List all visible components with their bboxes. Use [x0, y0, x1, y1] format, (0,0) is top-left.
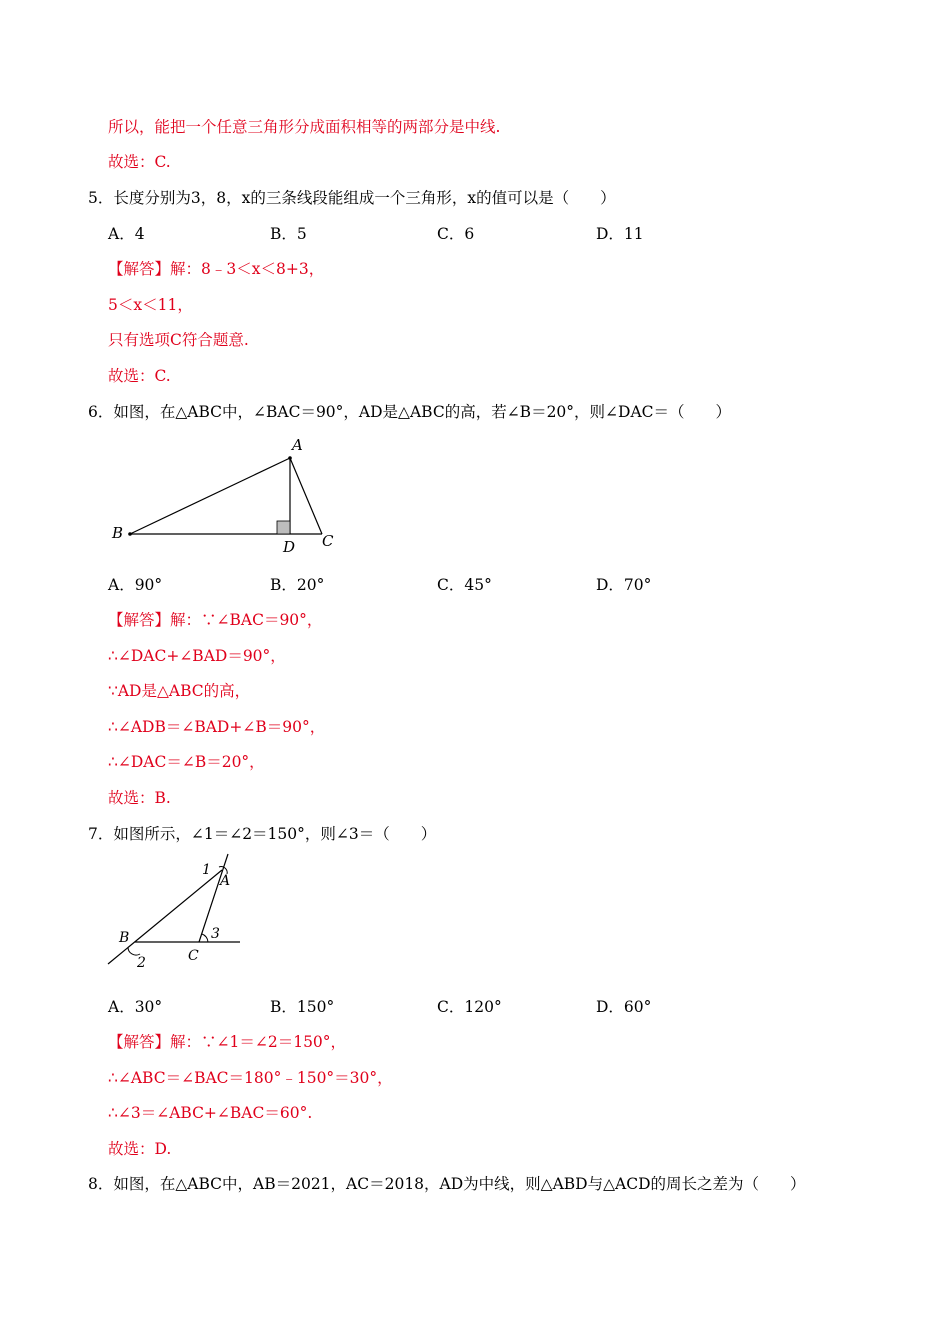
q7-solution-tag: 【解答】 [108, 1033, 171, 1051]
q6-solution-line-4: ∴∠ADB＝∠BAD+∠B＝90°， [108, 718, 326, 736]
q7-label-c: C [188, 948, 199, 964]
q6-label-c: C [322, 532, 334, 550]
q6-option-b: B．20° [270, 576, 325, 594]
q6-option-d: D．70° [596, 576, 652, 594]
prev-solution-answer: 故选：C. [108, 153, 171, 171]
question-6-stem: 6．如图，在△ABC中，∠BAC＝90°，AD是△ABC的高，若∠B＝20°，则∠DAC＝（ ） [88, 403, 732, 421]
q6-label-b: B [112, 524, 124, 542]
q6-solution-line-5: ∴∠DAC＝∠B＝20°， [108, 753, 265, 771]
q7-label-3: 3 [211, 926, 220, 942]
q6-label-d: D [283, 538, 296, 556]
q7-option-d: D．60° [596, 998, 652, 1016]
q6-solution-line-1: 【解答】解：∵∠BAC＝90°， [108, 611, 323, 629]
q7-option-b: B．150° [270, 998, 335, 1016]
q7-label-a: A [220, 873, 231, 889]
q5-solution-answer: 故选：C. [108, 367, 171, 385]
q7-angle-figure [100, 850, 260, 975]
q5-option-a: A．4 [108, 225, 145, 243]
q6-solution-line-2: ∴∠DAC+∠BAD＝90°， [108, 647, 286, 665]
q7-option-c: C．120° [437, 998, 502, 1016]
question-5-stem: 5．长度分别为3，8，x的三条线段能组成一个三角形，x的值可以是（ ） [88, 189, 616, 207]
q7-option-a: A．30° [108, 998, 163, 1016]
q6-solution-tag: 【解答】 [108, 611, 171, 629]
q6-solution-line-3: ∵AD是△ABC的高， [108, 682, 251, 700]
q6-triangle-figure [100, 428, 350, 558]
q5-option-d: D．11 [596, 225, 644, 243]
question-8-stem: 8．如图，在△ABC中，AB＝2021，AC＝2018，AD为中线，则△ABD与△ACD的周长之差为（ ） [88, 1175, 806, 1193]
q5-solution-line-3: 只有选项C符合题意. [108, 331, 249, 349]
prev-solution-line: 所以，能把一个任意三角形分成面积相等的两部分是中线. [108, 118, 501, 136]
q5-option-b: B．5 [270, 225, 307, 243]
q6-label-a: A [292, 436, 303, 454]
question-7-stem: 7．如图所示，∠1＝∠2＝150°，则∠3＝（ ） [88, 825, 437, 843]
q7-solution-line-2: ∴∠ABC＝∠BAC＝180°﹣150°＝30°， [108, 1069, 393, 1087]
q7-solution-line-1: 【解答】解：∵∠1＝∠2＝150°， [108, 1033, 347, 1051]
q6-option-a: A．90° [108, 576, 163, 594]
q7-label-2: 2 [137, 955, 146, 971]
q6-solution-answer: 故选：B. [108, 789, 171, 807]
q5-option-c: C．6 [437, 225, 475, 243]
q5-solution-line-1: 【解答】解：8﹣3＜x＜8+3， [108, 260, 325, 278]
q7-solution-answer: 故选：D. [108, 1140, 172, 1158]
q7-solution-line-3: ∴∠3＝∠ABC+∠BAC＝60°. [108, 1104, 313, 1122]
q5-solution-tag: 【解答】 [108, 260, 171, 278]
q5-solution-line-2: 5＜x＜11， [108, 296, 193, 314]
q7-label-1: 1 [202, 862, 211, 878]
q7-label-b: B [119, 930, 130, 946]
q6-option-c: C．45° [437, 576, 492, 594]
